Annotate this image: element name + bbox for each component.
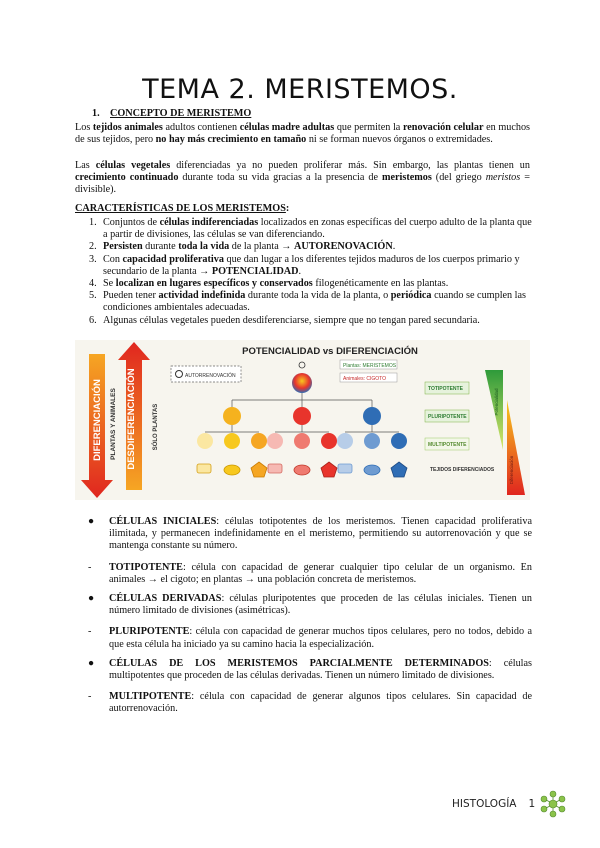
text-run: : células multipotentes que proceden de las células derivadas. Tienen un número limitado de divisiones. xyxy=(109,657,532,682)
bold-term: PLURIPOTENTE xyxy=(109,626,190,638)
bullet-marker: ● xyxy=(88,593,95,605)
text-run: : células totipotentes de los meristemos. Tienen capacidad proliferativa ilimitada, y permanecen indefinidamente en el meristemo, permitiendo su autorrenovación y que se mantenga constante su número. xyxy=(109,516,533,552)
bold-term: tejidos animales xyxy=(92,122,163,133)
autorenovacion-label: AUTORRENOVACIÓN xyxy=(185,373,236,379)
bold-term: actividad indefinida xyxy=(158,290,246,302)
bold-term: POTENCIALIDAD xyxy=(211,265,299,277)
level-label-multipotent: MULTIPOTENTE xyxy=(428,442,467,448)
text-run: : célula con capacidad de generar algunos tipos celulares. Sin capacidad de autorrenovación. xyxy=(109,691,532,715)
text-run: Con xyxy=(103,253,123,265)
characteristics-title: CARACTERÍSTICAS DE LOS MERISTEMOS xyxy=(75,203,286,214)
bullet-marker: ● xyxy=(88,657,95,669)
text-run: : célula con capacidad de generar cualquier tipo celular de un organismo. En animales → el cigoto; en plantas → una población concreta de meristemos. xyxy=(109,561,532,585)
list-number: 1. xyxy=(89,217,97,228)
bold-term: localizan en lugares específicos y conservados xyxy=(115,278,313,290)
cell-types-list xyxy=(88,516,532,723)
list-item xyxy=(75,254,533,278)
bullet-marker: ● xyxy=(88,516,95,527)
differentiation-wedge-label: Diferenciación xyxy=(509,455,514,485)
list-number: 2. xyxy=(89,241,97,253)
text-run: Se xyxy=(103,278,116,290)
text-run: durante toda la vida de la planta, o xyxy=(245,290,391,302)
text-run: Pueden tener xyxy=(103,290,159,302)
plantas-label: Plantas: MERISTEMOS xyxy=(343,363,397,369)
text-run: adultos contienen xyxy=(162,122,240,133)
section-title: CONCEPTO DE MERISTEMO xyxy=(110,108,252,119)
bold-term: renovación celular xyxy=(402,122,484,133)
dash-marker: - xyxy=(88,561,92,573)
page-number: 1 xyxy=(528,798,536,810)
bold-term: toda la vida xyxy=(178,241,230,253)
list-item xyxy=(88,658,532,682)
text-run: Algunas células vegetales pueden desdiferenciarse, siempre que no tengan pared secundaria. xyxy=(103,314,480,326)
bold-term: células indiferenciadas xyxy=(159,217,259,228)
bold-term: periódica xyxy=(390,290,432,302)
list-number: 5. xyxy=(89,290,97,302)
section-number: 1. xyxy=(92,108,100,119)
level-label-pluripotent: PLURIPOTENTE xyxy=(428,414,467,420)
list-item xyxy=(88,626,532,650)
list-item xyxy=(88,516,532,553)
differentiation-label: DIFERENCIACIÓN xyxy=(92,379,103,461)
bold-term: no hay más crecimiento en tamaño xyxy=(155,134,307,146)
text-run: localizados en zonas específicas del cuerpo adulto de la planta que a partir de divisiones, las células se van diferenciando. xyxy=(103,217,532,241)
list-number: 3. xyxy=(89,253,97,265)
bold-term: CÉLULAS INICIALES xyxy=(109,516,217,527)
bold-term: MULTIPOTENTE xyxy=(109,691,192,703)
text-run: durante xyxy=(142,241,179,253)
level-label-totipotent: TOTIPOTENTE xyxy=(428,386,463,392)
potency-differentiation-figure xyxy=(75,340,530,500)
text-run: durante toda su vida gracias a la presencia de xyxy=(178,172,382,184)
section-heading-characteristics: CARACTERÍSTICAS DE LOS MERISTEMOS: xyxy=(75,203,290,214)
text-run: : células pluripotentes que proceden de las células iniciales. Tienen un número limitado de divisiones (asimétricas). xyxy=(109,593,532,617)
text-run: diferenciadas ya no pueden proliferar más. Sin embargo, las plantas tienen un xyxy=(170,160,530,171)
list-item xyxy=(75,315,533,327)
dedifferentiation-label: DESDIFERENCIACIÓN xyxy=(126,368,137,470)
bold-term: meristemos xyxy=(382,172,432,184)
footer-subject: HISTOLOGÍA xyxy=(452,798,517,810)
level-label-tissues: TEJIDOS DIFERENCIADOS xyxy=(430,467,495,473)
list-number: 6. xyxy=(89,314,97,326)
list-item xyxy=(88,593,532,617)
bold-term: CÉLULAS DERIVADAS xyxy=(109,593,222,605)
text-run: . xyxy=(392,241,396,253)
bold-term: crecimiento continuado xyxy=(75,172,179,184)
characteristics-list xyxy=(75,217,533,327)
bold-term: Persisten xyxy=(103,241,143,253)
list-item xyxy=(88,691,532,715)
figure-title: POTENCIALIDAD vs DIFERENCIACIÓN xyxy=(242,346,418,357)
text-run: de la planta → xyxy=(229,241,294,253)
bold-term: células vegetales xyxy=(95,160,171,171)
animales-label: Animales: CIGOTO xyxy=(343,376,386,382)
text-run: : célula con capacidad de generar muchos tipos celulares, pero no todos, debido a que esta célula ha iniciado ya su camino hacia la especialización. xyxy=(109,626,532,650)
text-run: cuando se cumplen las condiciones ambientales adecuadas. xyxy=(103,290,527,314)
text-run: ni se forman nuevos órganos o extremidades. xyxy=(306,134,493,146)
list-item xyxy=(75,290,533,314)
bold-term: capacidad proliferativa xyxy=(122,253,224,265)
page-footer xyxy=(452,798,535,810)
text-run: = divisible). xyxy=(75,172,530,196)
bold-term: TOTIPOTENTE xyxy=(109,561,183,573)
differentiation-sub-label: PLANTAS Y ANIMALES xyxy=(110,388,117,460)
totipotent-cell xyxy=(292,373,312,393)
pluripotent-cell xyxy=(363,407,381,425)
list-item xyxy=(75,217,533,241)
text-run: que dan lugar a los diferentes tejidos maduros de los cuerpos primario y secundario de la planta → xyxy=(103,253,520,277)
section-heading-concept xyxy=(92,108,251,120)
multipotent-cells xyxy=(197,433,407,449)
text-run: Las xyxy=(75,160,96,171)
italic-term: meristos xyxy=(485,172,521,184)
page-title: TEMA 2. MERISTEMOS. xyxy=(142,74,458,105)
list-item xyxy=(75,278,533,290)
text-run: que permiten la xyxy=(334,122,403,133)
pluripotent-cell xyxy=(293,407,311,425)
dash-marker: - xyxy=(88,626,92,638)
text-run: (del griego xyxy=(431,172,486,184)
list-item xyxy=(75,241,533,253)
pluripotent-cell xyxy=(223,407,241,425)
text-run: Los xyxy=(75,122,93,133)
bold-term: AUTORENOVACIÓN xyxy=(294,241,393,253)
paragraph-animal-tissues xyxy=(75,122,530,146)
list-item xyxy=(88,562,532,586)
potency-label: Potencialidad xyxy=(494,388,499,416)
molecule-logo-icon xyxy=(537,788,569,820)
dedifferentiation-sub-label: SÓLO PLANTAS xyxy=(153,403,159,451)
dash-marker: - xyxy=(88,691,92,703)
bold-term: CÉLULAS DE LOS MERISTEMOS PARCIALMENTE DETERMINADOS xyxy=(109,657,489,669)
paragraph-plant-cells xyxy=(75,160,530,197)
bold-term: células madre adultas xyxy=(239,122,335,133)
text-run: . xyxy=(298,265,302,277)
text-run: Conjuntos de xyxy=(103,217,160,228)
text-run: filogenéticamente en las plantas. xyxy=(312,278,449,290)
list-number: 4. xyxy=(89,278,97,290)
text-run: en muchos de sus tejidos, pero xyxy=(75,122,531,146)
